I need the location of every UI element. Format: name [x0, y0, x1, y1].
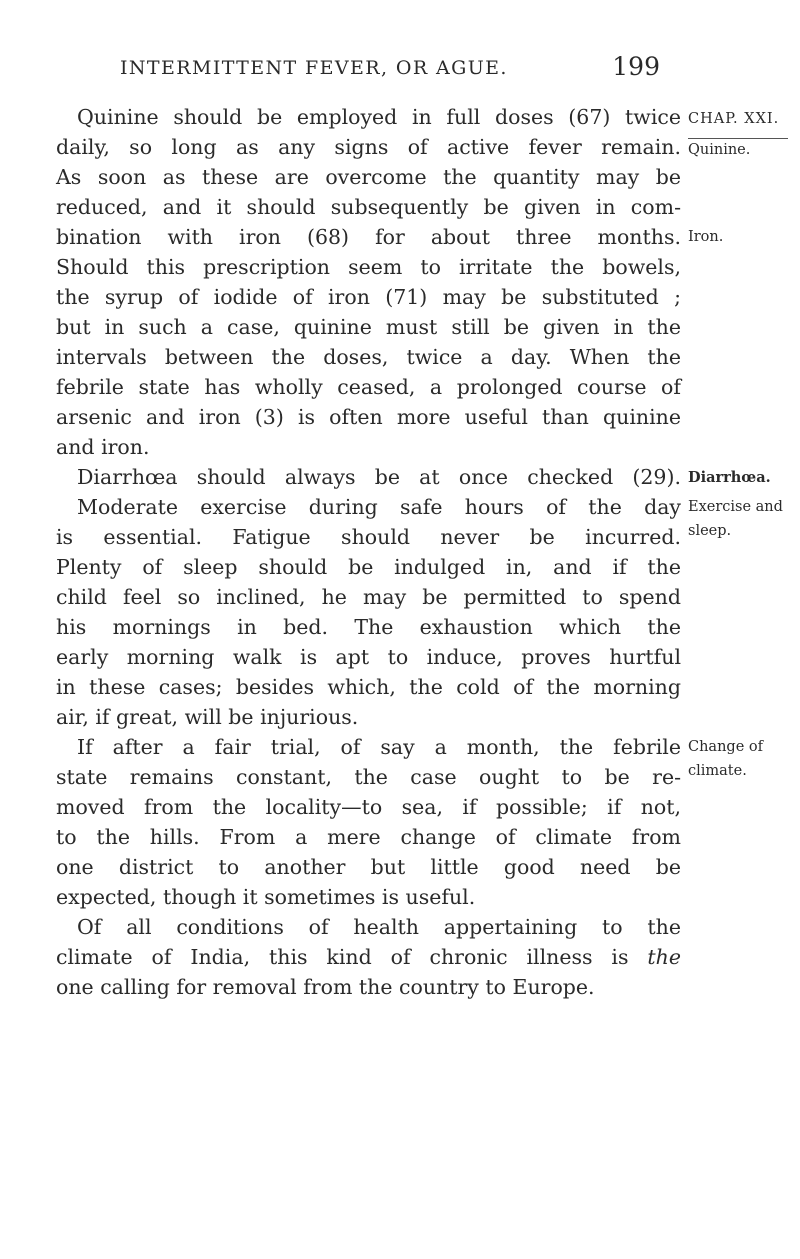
- paragraph-line: is essential. Fatigue should never be incurred.: [56, 525, 681, 549]
- text-line: [0, 705, 800, 735]
- text-line: [0, 615, 800, 645]
- margin-note-diarrhoea: Diarrhœa.: [688, 469, 771, 486]
- paragraph-line: one calling for removal from the country to Europe.: [56, 975, 595, 999]
- page-number: 199: [612, 52, 660, 81]
- paragraph-line: bination with iron (68) for about three months.: [56, 225, 681, 249]
- paragraph-line: to the hills. From a mere change of climate from: [56, 825, 681, 849]
- text-line: [0, 765, 800, 795]
- text-line: [0, 645, 800, 675]
- text-line: [0, 525, 800, 555]
- text-line: [0, 915, 800, 945]
- text-line: [0, 375, 800, 405]
- paragraph-line: daily, so long as any signs of active fever remain.: [56, 135, 681, 159]
- paragraph-line: If after a fair trial, of say a month, the febrile: [77, 735, 681, 759]
- paragraph-line: intervals between the doses, twice a day. When the: [56, 345, 681, 369]
- text-line: [0, 585, 800, 615]
- text-line: [0, 885, 800, 915]
- margin-note-quinine: Quinine.: [688, 142, 751, 158]
- paragraph-line: reduced, and it should subsequently be given in com-: [56, 195, 681, 219]
- text-line: [0, 555, 800, 585]
- margin-note-iron: Iron.: [688, 229, 724, 245]
- paragraph-line: in these cases; besides which, the cold of the morning: [56, 675, 681, 699]
- paragraph-line: the syrup of iodide of iron (71) may be substituted ;: [56, 285, 681, 309]
- margin-rule: [688, 138, 788, 139]
- text-line: [0, 435, 800, 465]
- margin-note-sleep: sleep.: [688, 523, 732, 539]
- paragraph-line: but in such a case, quinine must still be given in the: [56, 315, 681, 339]
- paragraph-line: air, if great, will be injurious.: [56, 705, 359, 729]
- paragraph-line: expected, though it sometimes is useful.: [56, 885, 476, 909]
- paragraph-line: As soon as these are overcome the quantity may be: [56, 165, 681, 189]
- text-line: [0, 195, 800, 225]
- margin-note-climate: climate.: [688, 763, 747, 779]
- text-line: [0, 795, 800, 825]
- text-line: [0, 285, 800, 315]
- text-line: [0, 405, 800, 435]
- text-line: [0, 495, 800, 525]
- paragraph-line: early morning walk is apt to induce, proves hurtful: [56, 645, 681, 669]
- paragraph-line: [56, 945, 681, 969]
- text-line: [0, 675, 800, 705]
- paragraph-line: moved from the locality—to sea, if possible; if not,: [56, 795, 681, 819]
- paragraph-line: Diarrhœa should always be at once checked (29).: [77, 465, 681, 489]
- margin-note-exercise: Exercise and: [688, 499, 783, 515]
- paragraph-line: his mornings in bed. The exhaustion which the: [56, 615, 681, 639]
- text-line: [0, 165, 800, 195]
- text-line: [0, 465, 800, 495]
- text-line: [0, 315, 800, 345]
- text-line: [0, 945, 800, 975]
- paragraph-line: arsenic and iron (3) is often more useful than quinine: [56, 405, 681, 429]
- paragraph-line: Of all conditions of health appertaining to the: [77, 915, 681, 939]
- text-line: [0, 975, 800, 1005]
- margin-note-change: Change of: [688, 739, 763, 755]
- line-text: climate of India, this kind of chronic illness is: [56, 945, 629, 969]
- text-line: [0, 345, 800, 375]
- italic-word: the: [647, 945, 681, 969]
- paragraph-line: febrile state has wholly ceased, a prolonged course of: [56, 375, 681, 399]
- text-line: [0, 255, 800, 285]
- paragraph-line: Moderate exercise during safe hours of the day: [77, 495, 681, 519]
- text-line: [0, 225, 800, 255]
- text-line: [0, 735, 800, 765]
- paragraph-line: Plenty of sleep should be indulged in, and if the: [56, 555, 681, 579]
- text-line: [0, 135, 800, 165]
- paragraph-line: child feel so inclined, he may be permitted to spend: [56, 585, 681, 609]
- text-line: [0, 855, 800, 885]
- paragraph-line: one district to another but little good need be: [56, 855, 681, 879]
- margin-note-chapter: CHAP. XXI.: [688, 111, 780, 127]
- text-line: [0, 105, 800, 135]
- paragraph-line: state remains constant, the case ought to be re-: [56, 765, 681, 789]
- running-head: INTERMITTENT FEVER, OR AGUE.: [120, 57, 508, 79]
- text-line: [0, 825, 800, 855]
- paragraph-line: and iron.: [56, 435, 150, 459]
- running-header: [120, 52, 660, 87]
- paragraph-line: Should this prescription seem to irritate the bowels,: [56, 255, 681, 279]
- paragraph-line: Quinine should be employed in full doses (67) twice: [77, 105, 681, 129]
